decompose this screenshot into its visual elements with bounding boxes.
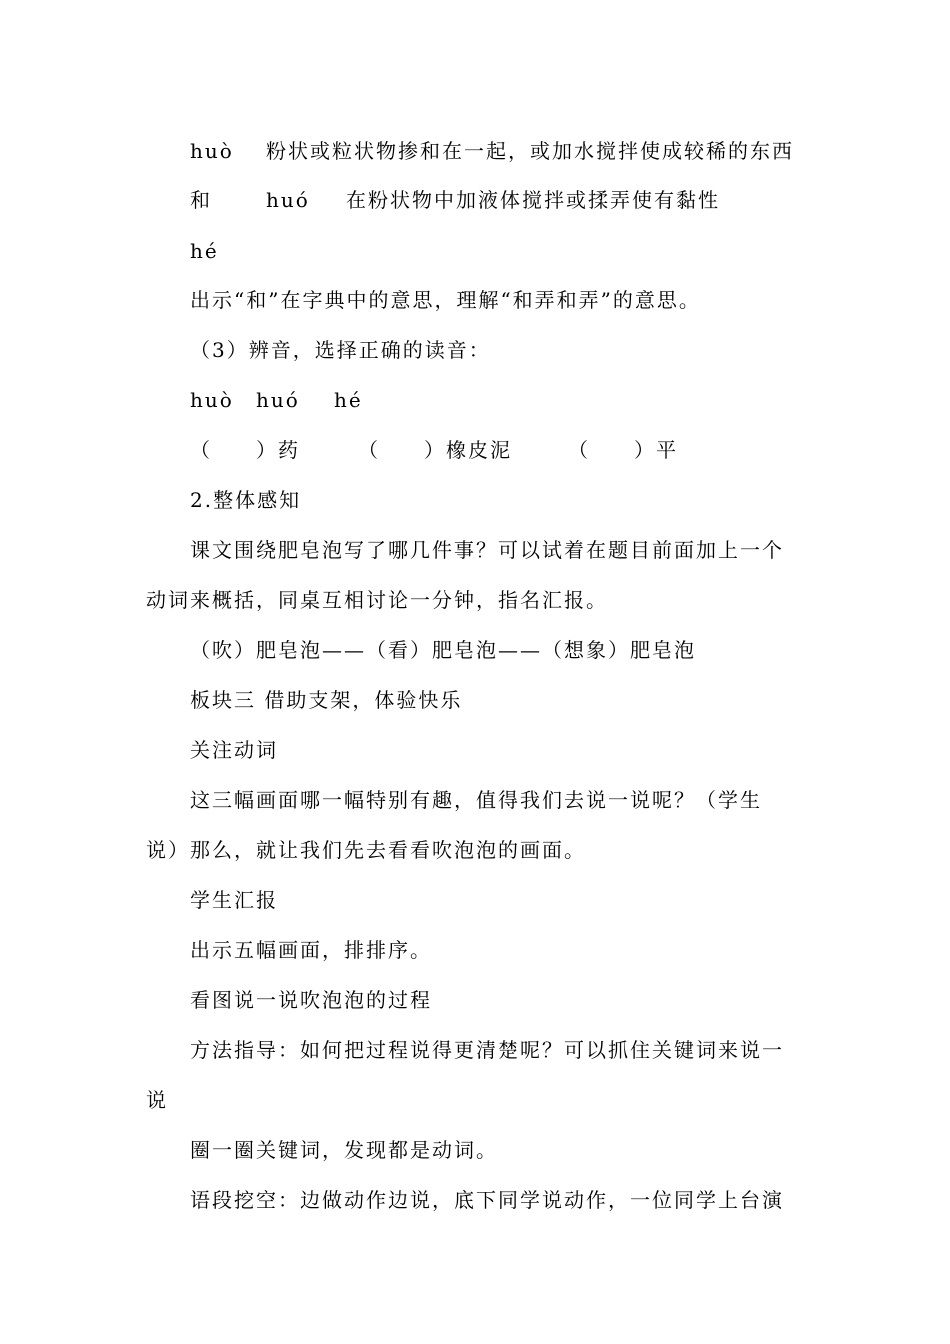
section2-paragraph-line1: 课文围绕肥皂泡写了哪几件事？可以试着在题目前面加上一个 (190, 538, 784, 562)
section3-paragraph-line2: 说）那么，就让我们先去看看吹泡泡的画面。 (146, 838, 586, 862)
method-guidance-line1: 方法指导：如何把过程说得更清楚呢？可以抓住关键词来说一 (190, 1038, 784, 1062)
pinyin-huo4: huò (190, 139, 234, 163)
section2-heading: 2.整体感知 (190, 488, 302, 512)
cloze-activity: 语段挖空：边做动作边说，底下同学说动作，一位同学上台演 (190, 1188, 784, 1212)
show-five-pictures: 出示五幅画面，排排序。 (190, 938, 432, 962)
option-he2: hé (334, 388, 363, 412)
character-he: 和 (190, 188, 212, 212)
meaning-huo2: 在粉状物中加液体搅拌或揉弄使有黏性 (346, 188, 720, 212)
dictionary-note: 出示“和”在字典中的意思，理解“和弄和弄”的意思。 (190, 288, 701, 312)
circle-keywords: 圈一圈关键词，发现都是动词。 (190, 1138, 498, 1162)
section3-heading: 板块三 借助支架，体验快乐 (190, 688, 463, 712)
describe-process: 看图说一说吹泡泡的过程 (190, 988, 432, 1012)
section2-paragraph-line2: 动词来概括，同桌互相讨论一分钟，指名汇报。 (146, 588, 608, 612)
option-huo2: huó (256, 388, 300, 412)
definition-row-he2 (190, 237, 219, 265)
meaning-huo4: 粉状或粒状物掺和在一起，或加水搅拌使成较稀的东西 (266, 139, 794, 163)
blank-yao: （ ）药 (190, 438, 300, 462)
section2-summary: （吹）肥皂泡——（看）肥皂泡——（想象）肥皂泡 (190, 638, 696, 662)
focus-verbs: 关注动词 (190, 738, 278, 762)
blank-xiangpini: （ ）橡皮泥 (358, 438, 512, 462)
section3-paragraph-line1: 这三幅画面哪一幅特别有趣，值得我们去说一说呢？（学生 (190, 788, 762, 812)
student-report: 学生汇报 (190, 888, 278, 912)
blank-ping: （ ）平 (568, 438, 678, 462)
pinyin-huo2: huó (266, 188, 310, 212)
exercise-heading: （3）辨音，选择正确的读音： (190, 338, 491, 362)
option-huo4: huò (190, 388, 234, 412)
pinyin-he2: hé (190, 239, 219, 263)
method-guidance-line2: 说 (146, 1088, 168, 1112)
